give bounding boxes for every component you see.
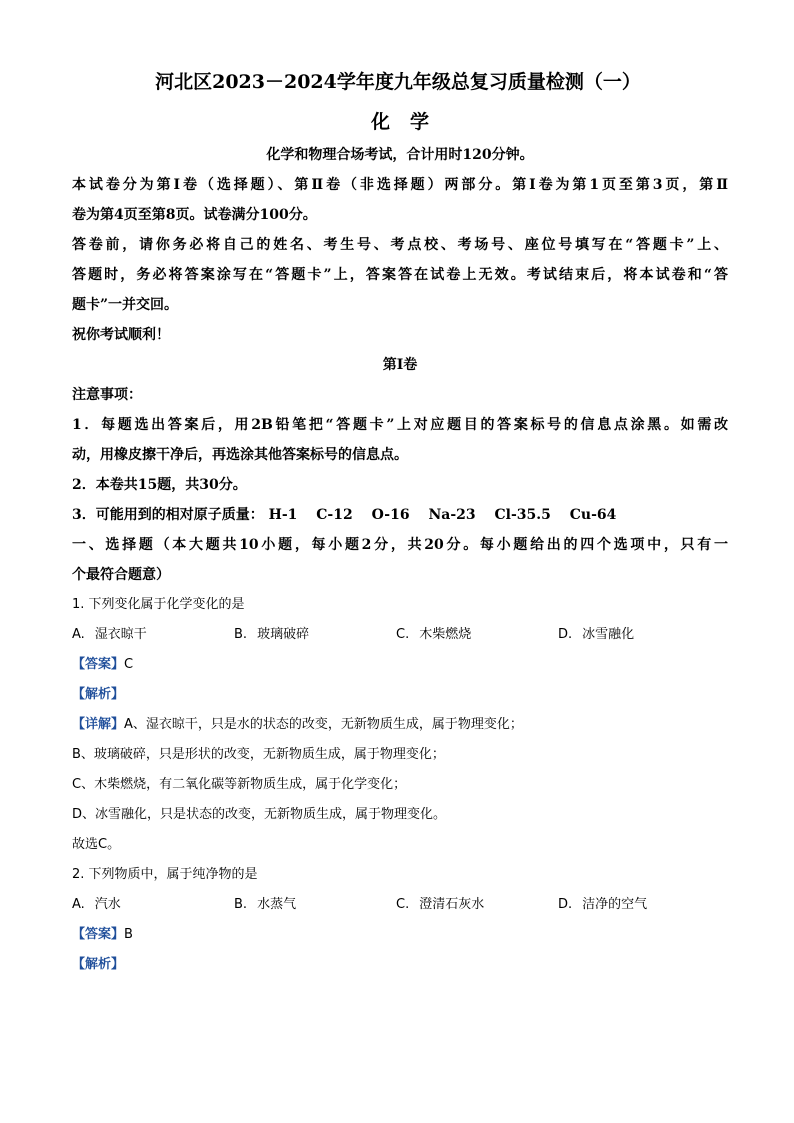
subject-title: 化学 <box>370 111 449 133</box>
question-1-analysis <box>72 680 728 710</box>
answer-tag: 【答案】 <box>72 927 125 942</box>
question-1-option-c: C. 木柴燃烧 <box>396 627 472 642</box>
note-1-line-2: 动，用橡皮擦干净后，再选涂其他答案标号的信息点。 <box>72 447 408 463</box>
note-3-atomic-masses <box>72 500 728 530</box>
note-1-line-1: 1．每题选出答案后，用2B铅笔把“答题卡”上对应题目的答案标号的信息点涂黑。如需改 <box>72 417 728 433</box>
question-1-option-a: A. 湿衣晾干 <box>72 627 147 642</box>
intro-line-2: 卷为第4页至第8页。试卷满分100分。 <box>72 207 317 223</box>
good-luck-line: 祝你考试顺利！ <box>72 327 170 343</box>
analysis-tag: 【解析】 <box>72 957 125 972</box>
question-1-options <box>72 620 728 650</box>
question-2-analysis <box>72 950 728 980</box>
question-1-option-b: B. 玻璃破碎 <box>234 627 310 642</box>
atomic-mass-o: O-16 <box>371 507 410 523</box>
atomic-mass-cu: Cu-64 <box>569 507 617 523</box>
part-heading-line-2: 个最符合题意） <box>72 567 170 583</box>
part-heading-line-1: 一、选择题（本大题共10小题，每小题2分，共20分。每小题给出的四个选项中，只有一 <box>72 537 728 553</box>
question-1-detail-line-3: C、木柴燃烧，有二氧化碳等新物质生成，属于化学变化； <box>72 777 407 792</box>
answer-value: C <box>124 657 134 672</box>
intro-line-5: 题卡”一并交回。 <box>72 297 179 313</box>
exam-title: 河北区2023－2024学年度九年级总复习质量检测（一） <box>155 71 641 93</box>
question-2-stem: 2. 下列物质中，属于纯净物的是 <box>72 867 258 882</box>
question-1-conclusion: 故选C。 <box>72 837 121 852</box>
document-page <box>72 60 728 980</box>
intro-line-4: 答题时，务必将答案涂写在“答题卡”上，答案答在试卷上无效。考试结束后，将本试卷和“答 <box>72 267 728 283</box>
question-1-answer <box>72 650 728 680</box>
analysis-tag: 【解析】 <box>72 687 125 702</box>
question-2-option-b: B. 水蒸气 <box>234 897 297 912</box>
atomic-mass-c: C-12 <box>316 507 353 523</box>
answer-tag: 【答案】 <box>72 657 125 672</box>
question-1-detail-line-2: B、玻璃破碎，只是形状的改变，无新物质生成，属于物理变化； <box>72 747 445 762</box>
intro-line-3: 答卷前，请你务必将自己的姓名、考生号、考点校、考场号、座位号填写在“答题卡”上、 <box>72 237 728 253</box>
intro-line-1: 本试卷分为第Ⅰ卷（选择题）、第Ⅱ卷（非选择题）两部分。第Ⅰ卷为第1页至第3页，第Ⅱ <box>72 177 728 193</box>
detail-tag: 【详解】 <box>72 717 125 732</box>
question-2-answer <box>72 920 728 950</box>
atomic-mass-h: H-1 <box>268 507 298 523</box>
combined-exam-note: 化学和物理合场考试，合计用时120分钟。 <box>266 147 534 163</box>
question-2-option-a: A. 汽水 <box>72 897 121 912</box>
question-2-options <box>72 890 728 920</box>
atomic-mass-na: Na-23 <box>428 507 476 523</box>
notes-title: 注意事项： <box>72 387 142 403</box>
note-2: 2．本卷共15题，共30分。 <box>72 477 247 493</box>
question-1-detail-line-1: 【详解】A、湿衣晾干，只是水的状态的改变，无新物质生成，属于物理变化； <box>72 717 523 732</box>
atomic-mass-label: 3．可能用到的相对原子质量： <box>72 507 264 523</box>
question-1-detail-line-4: D、冰雪融化，只是状态的改变，无新物质生成，属于物理变化。 <box>72 807 447 822</box>
question-1-option-d: D. 冰雪融化 <box>558 627 635 642</box>
section-heading: 第Ⅰ卷 <box>382 357 418 373</box>
question-2-option-c: C. 澄清石灰水 <box>396 897 485 912</box>
answer-value: B <box>124 927 133 942</box>
question-2-option-d: D. 洁净的空气 <box>558 897 648 912</box>
atomic-mass-cl: Cl-35.5 <box>494 507 551 523</box>
question-1-stem: 1. 下列变化属于化学变化的是 <box>72 597 245 612</box>
